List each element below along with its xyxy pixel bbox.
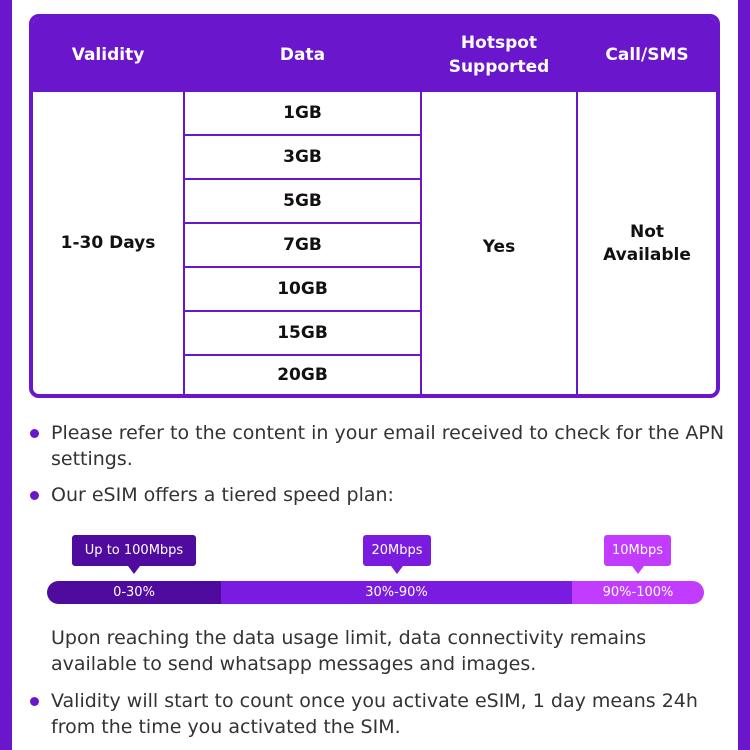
data-option: 3GB [185, 136, 420, 180]
bullet-dot-icon [30, 491, 39, 500]
speed-tag-tier-2: 20Mbps [363, 535, 431, 566]
speed-tag-tier-3: 10Mbps [604, 535, 671, 566]
header-data: Data [279, 45, 326, 65]
table-header-row [33, 18, 716, 92]
header-hotspot: Hotspot Supported [448, 33, 550, 77]
bullet-dot-icon [30, 429, 39, 438]
data-option: 1GB [185, 92, 420, 136]
data-option: 10GB [185, 268, 420, 312]
validity-value: 1-30 Days [60, 232, 156, 253]
speed-segment-tier-2: 30%-90% [221, 581, 572, 604]
bullet-validity-text: Validity will start to count once you activate eSIM, 1 day means 24h from the time you activated the SIM. [51, 690, 698, 738]
header-validity: Validity [71, 45, 145, 65]
speed-segment-tier-3: 90%-100% [572, 581, 704, 604]
data-option: 7GB [185, 224, 420, 268]
plan-table [29, 14, 720, 398]
bullet-dot-icon [30, 697, 39, 706]
bullet-speed-intro-text: Our eSIM offers a tiered speed plan: [51, 484, 394, 506]
hotspot-value: Yes [482, 236, 516, 257]
call-sms-value: Not Available [603, 222, 691, 265]
bullet-apn-text: Please refer to the content in your email received to check for the APN settings. [51, 422, 725, 470]
data-option: 5GB [185, 180, 420, 224]
data-limit-note: Upon reaching the data usage limit, data connectivity remains available to send whatsapp messages and images. [51, 627, 647, 675]
header-call-sms: Call/SMS [605, 45, 689, 65]
data-option: 15GB [185, 312, 420, 356]
speed-tier-bar [47, 581, 704, 604]
speed-segment-tier-1: 0-30% [47, 581, 221, 604]
data-option: 20GB [277, 365, 328, 385]
speed-tag-tier-1: Up to 100Mbps [72, 535, 196, 566]
